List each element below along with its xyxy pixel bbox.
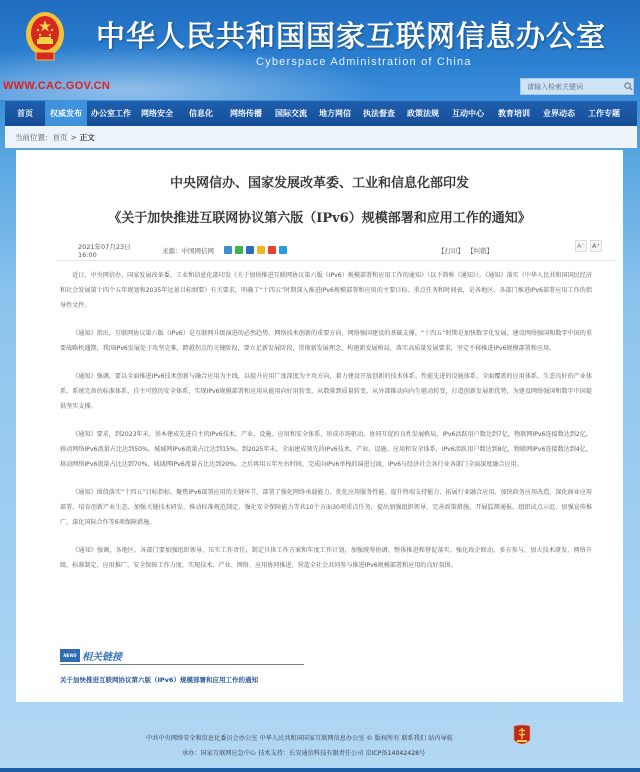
nav-item-law-enforcement[interactable]: 执法督查 <box>363 109 395 118</box>
article-paragraph: 《通知》要求，到2023年末，基本建成先进自主的IPv6技术、产业、设施、应用和安全体系，形成市场驱动、协同互促的良性发展格局，IPv6活跃用户数达到7亿，物联网IPv6连接数达到2亿，移动网络IPv6流量占比达到50%，城域网IPv6流量占比达到15%。到2025年末，全面建成领先的IPv6技术、产业、设施、应用和安全体系，IPv6活跃用户数达到8亿，物联网IPv6连接数达到4亿，移动网络IPv6流量占比达到70%，城域网IPv6流量占比达到20%。之后再用五年左右时间，完成向IPv6单栈的演进过渡，IPv6与经济社会各行业各部门全面深度融合应用。 <box>60 431 592 468</box>
nav-item-office-work[interactable]: 办公室工作 <box>91 109 131 118</box>
breadcrumb-prefix: 当前位置： <box>15 132 53 142</box>
publish-date: 2021年07月23日 16:00 <box>78 242 131 259</box>
nav-item-policies-regulations[interactable]: 政策法规 <box>407 109 439 118</box>
nav-item-cybersecurity[interactable]: 网络安全 <box>141 109 173 118</box>
nav-item-special-topics[interactable]: 工作专题 <box>588 109 620 118</box>
footer-copyright: © 版权所有 <box>366 735 400 742</box>
share-plus-icon[interactable] <box>224 246 232 254</box>
main-nav <box>5 101 637 126</box>
related-links-header <box>60 647 304 665</box>
national-emblem-icon <box>24 8 66 64</box>
nav-item-home[interactable]: 首页 <box>17 109 33 118</box>
article-paragraph: 近日，中央网信办、国家发展改革委、工业和信息化部印发《关于加快推进互联网协议第六版（IPv6）规模部署和应用工作的通知》（以下简称《通知》）。《通知》落实《中华人民共和国国民经济和社会发展第十四个五年规划和2035年远景目标纲要》有关要求，明确了“十四五”时期深入推进IPv6规模部署和应用的主要目标、重点任务和时间表，是各地区、各部门推进IPv6部署应用工作的指导性文件。 <box>60 272 592 309</box>
site-url[interactable]: WWW.CAC.GOV.CN <box>3 80 111 92</box>
breadcrumb-separator: > <box>70 132 77 142</box>
contact-us-link[interactable]: 联系我们 <box>401 735 427 742</box>
bottom-bar <box>0 768 640 772</box>
meta-divider <box>56 260 616 261</box>
share-qzone-icon[interactable] <box>257 246 265 254</box>
site-header <box>0 0 640 100</box>
nav-item-informatization[interactable]: 信息化 <box>189 109 213 118</box>
article-title-line1: 中央网信办、国家发展改革委、工业和信息化部印发 <box>169 176 469 191</box>
nav-item-network-communication[interactable]: 网络传播 <box>230 109 262 118</box>
search-box <box>520 78 634 95</box>
search-input[interactable] <box>521 79 623 94</box>
search-icon <box>624 82 633 91</box>
article-paragraph: 《通知》围绕落实“十四五”目标指标，聚焦IPv6部署应用的关键环节，部署了强化网络承载能力、优化应用服务性能、提升终端支持能力、拓展行业融合应用、加快政务应用改造、深化商业应用部署、培育创新产业生态、加强关键技术研发、推动标准规范制定、强化安全保障能力等共10个方面30项重点任务，提出加强组织领导、完善政策措施、开展监测通报、组织试点示范、加强宣传推广、深化国际合作等6项保障措施。 <box>60 489 592 526</box>
site-footer <box>0 720 640 772</box>
font-smaller-button[interactable]: A⁻ <box>575 240 587 252</box>
footer-line1 <box>146 733 453 742</box>
nav-item-education-training[interactable]: 教育培训 <box>498 109 530 118</box>
print-button[interactable]: 【打印】 <box>438 246 464 255</box>
breadcrumb-home-link[interactable]: 首页 <box>52 132 68 142</box>
nav-item-local-cac[interactable]: 地方网信 <box>319 109 351 118</box>
breadcrumb <box>5 126 637 148</box>
correct-error-button[interactable]: 【纠错】 <box>467 246 493 255</box>
nav-item-industry-news[interactable]: 业界动态 <box>543 109 575 118</box>
footer-line2: 承办：国家互联网应急中心 技术支持：长安通信科技有限责任公司 京ICP备14042428号 <box>182 750 426 757</box>
share-bar <box>224 246 287 254</box>
nav-item-authoritative-release[interactable]: 权威发布 <box>45 101 87 126</box>
footer-org2: 中华人民共和国国家互联网信息办公室 <box>259 735 365 742</box>
article-container <box>16 150 623 702</box>
article-paragraph: 《通知》强调，要以全面推进IPv6技术创新与融合应用为主线，以提升应用广度深度为主攻方向，着力建设开放创新的技术体系、性能先进的设施体系、全面覆盖的应用体系、生态良好的产业体系、系统完备的标准体系、自主可控的安全体系，实现IPv6规模部署和应用从能用向好用转变、从数量到质量转变、从外部推动向内生驱动转变，打造创新发展新优势，为建设网络强国和数字中国提供坚实支撑。 <box>60 373 592 410</box>
article-body <box>60 268 592 586</box>
news-icon: NEWS <box>60 649 80 662</box>
party-government-website-badge-icon[interactable] <box>513 724 531 748</box>
related-link[interactable]: 关于加快推进互联网协议第六版（IPv6）规模部署和应用工作的通知 <box>60 676 258 684</box>
search-button[interactable] <box>623 79 633 94</box>
related-links <box>60 647 320 684</box>
article-paragraph: 《通知》指出，互联网协议第六版（IPv6）是互联网升级演进的必然趋势、网络技术创新的重要方向、网络强国建设的基础支撑。“十四五”时期是加快数字化发展、建设网络强国和数字中国的重要战略机遇期，我国IPv6发展处于攻坚克难、跨越拐点的关键阶段，要立足新发展阶段，贯彻新发展理念，构建新发展格局，落实高质量发展要求，坚定不移推进IPv6规模部署和应用。 <box>60 330 592 352</box>
article-meta <box>78 243 598 257</box>
font-larger-button[interactable]: A⁺ <box>590 240 602 252</box>
footer-org1: 中共中央网络安全和信息化委员会办公室 <box>146 735 258 742</box>
article-title-line2: 《关于加快推进互联网协议第六版（IPv6）规模部署和应用工作的通知》 <box>108 211 531 226</box>
share-renren-icon[interactable] <box>246 246 254 254</box>
nav-item-interaction-center[interactable]: 互动中心 <box>452 109 484 118</box>
breadcrumb-current: 正文 <box>79 132 95 142</box>
site-subtitle: Cyberspace Administration of China <box>256 56 472 68</box>
article-source: 来源：中国网信网 <box>162 246 214 255</box>
nav-item-international-exchange[interactable]: 国际交流 <box>275 109 307 118</box>
share-qq-icon[interactable] <box>279 246 287 254</box>
article-paragraph: 《通知》强调，各地区、各部门要加强组织领导，压实工作责任，制定具体工作方案和年度工作计划，加强统筹协调、整体推进和督促落实。强化政企联动、多方参与，加大技术研发、网络升级、标准制定、应用推广、安全保障工作力度，实现技术、产业、网络、应用协同推进，营造全社会共同参与推进IPv6规模部署和应用的良好氛围。 <box>60 547 592 569</box>
related-links-title: 相关链接 <box>82 652 122 663</box>
site-title: 中华人民共和国国家互联网信息办公室 <box>96 19 607 53</box>
share-wechat-icon[interactable] <box>235 246 243 254</box>
share-weibo-icon[interactable] <box>268 246 276 254</box>
sitemap-link[interactable]: 站内导航 <box>428 735 453 742</box>
